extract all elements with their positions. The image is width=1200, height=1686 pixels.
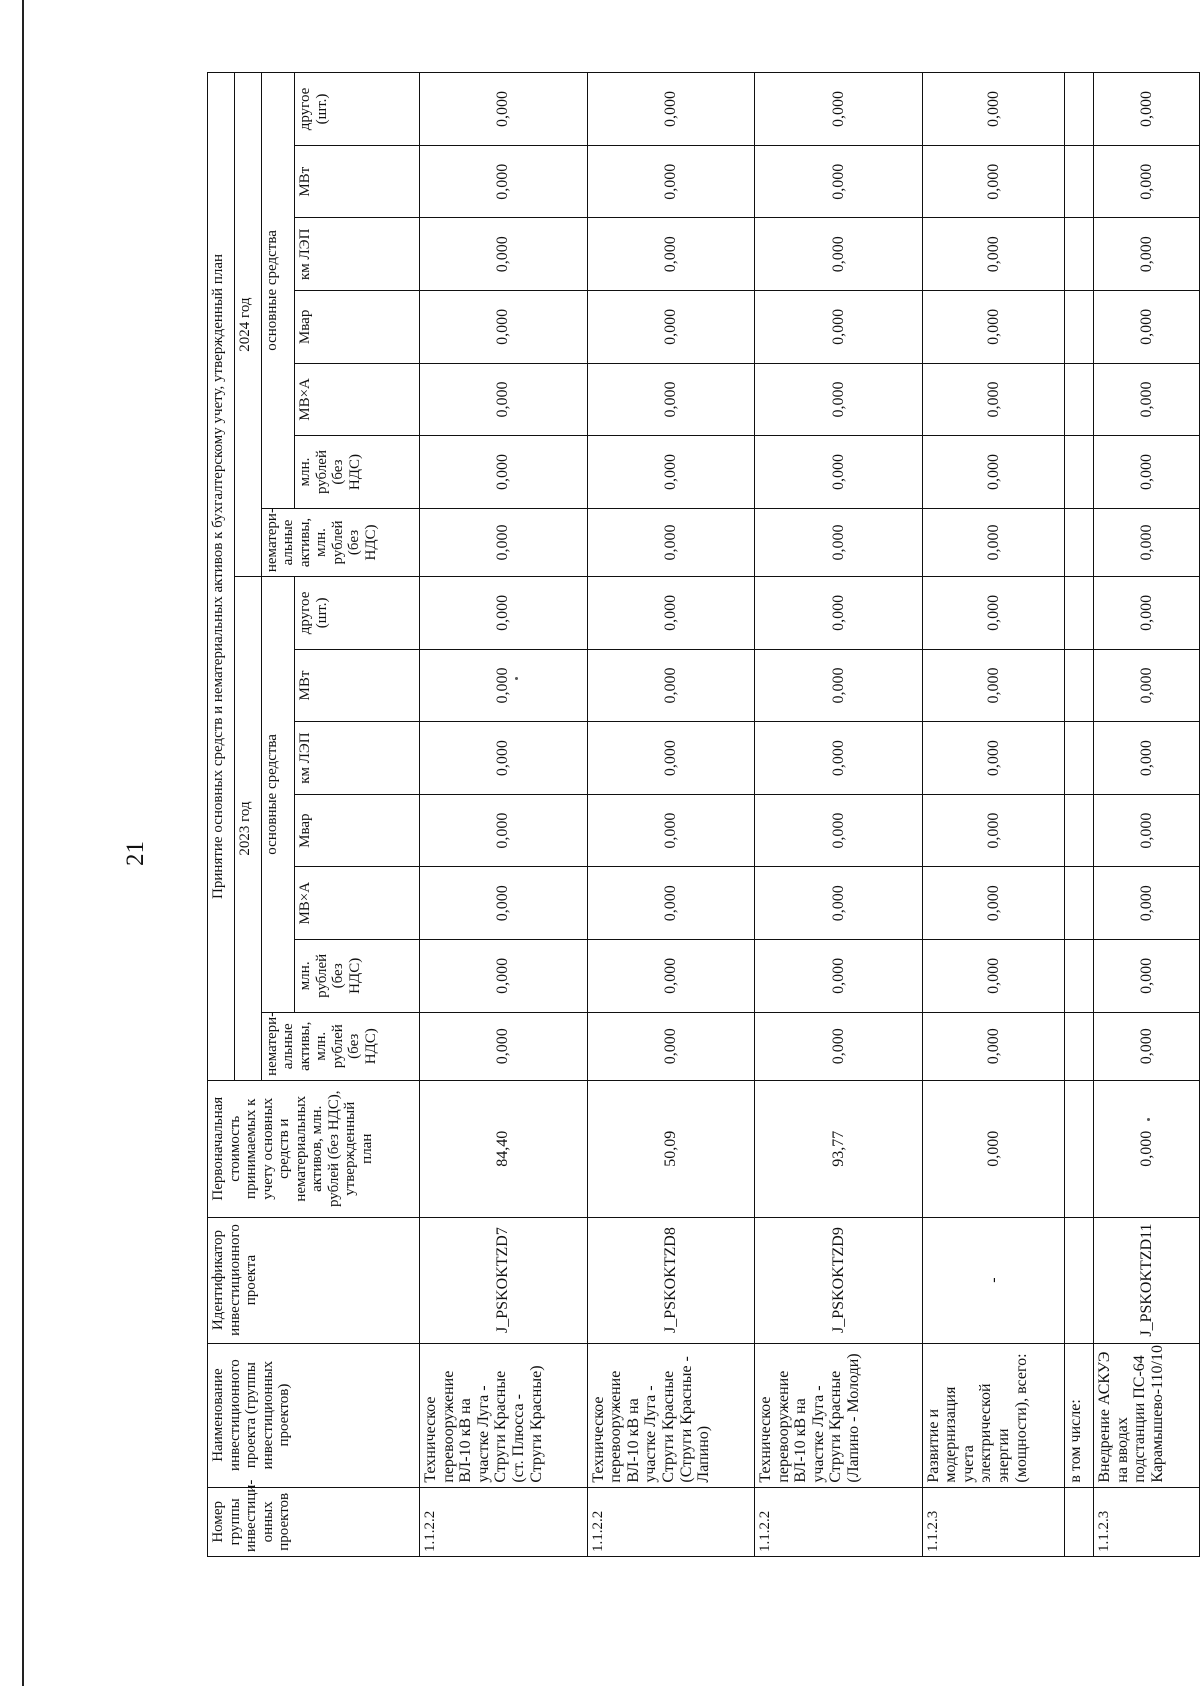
cell-value: 0,000 xyxy=(755,436,923,509)
cell-value: 0,000 xyxy=(587,291,755,364)
header-mvar-2023: Мвар xyxy=(295,794,420,867)
cell-value: 0,000 xyxy=(1094,218,1200,291)
cell-project-id xyxy=(1065,1217,1094,1343)
cell-initial-cost: 0,000 xyxy=(922,1080,1065,1217)
cell-value: 0,000 xyxy=(1094,1012,1200,1080)
cell-value: 0,000 xyxy=(1094,649,1200,722)
cell-value: 0,000 xyxy=(755,867,923,940)
header-km-2023: км ЛЭП xyxy=(295,722,420,795)
header-mva-2024: МВ×А xyxy=(295,363,420,436)
header-mw-2023: МВт xyxy=(295,649,420,722)
cell-value: 0,000 xyxy=(755,794,923,867)
table-row xyxy=(755,73,923,1557)
cell-initial-cost: 84,40 xyxy=(420,1080,588,1217)
header-row-1 xyxy=(208,73,235,1557)
cell-value: 0,000 xyxy=(755,649,923,722)
cell-value xyxy=(1065,577,1094,650)
cell-value: 0,000 xyxy=(420,145,588,218)
cell-value: 0,000 xyxy=(420,291,588,364)
cell-value: 0,000 xyxy=(922,1012,1065,1080)
cell-value: 0,000 xyxy=(420,577,588,650)
header-intangible-2024: нематери-альные активы, млн. рублей (без НДС) xyxy=(261,508,419,576)
cell-value: 0,000 xyxy=(587,867,755,940)
header-acceptance: Принятие основных средств и нематериальных активов к бухгалтерскому учету, утвержденный план xyxy=(208,73,235,1081)
cell-value: 0,000 xyxy=(1094,436,1200,509)
cell-project-id: J_PSKOKTZD11 xyxy=(1094,1217,1200,1343)
cell-value xyxy=(1065,649,1094,722)
cell-project-id: J_PSKOKTZD9 xyxy=(755,1217,923,1343)
cell-group-number: 1.1.2.2 xyxy=(587,1487,755,1556)
cell-value: 0,000 xyxy=(922,218,1065,291)
header-mvar-2024: Мвар xyxy=(295,291,420,364)
cell-value: 0,000 xyxy=(755,291,923,364)
cell-value: 0,000 xyxy=(922,291,1065,364)
cell-value: 0,000 xyxy=(587,73,755,146)
cell-value: 0,000 xyxy=(755,218,923,291)
cell-value: 0,000 xyxy=(587,508,755,576)
cell-value: 0,000 xyxy=(1094,291,1200,364)
cell-value: 0,000 xyxy=(922,940,1065,1013)
cell-value: 0,000 xyxy=(420,722,588,795)
cell-value: 0,000 xyxy=(420,218,588,291)
cell-value: 0,000 xyxy=(587,649,755,722)
header-group-number: Номер группы инвестици-онных проектов xyxy=(208,1487,420,1556)
header-project-name: Наименование инвестиционного проекта (группы инвестиционных проектов) xyxy=(208,1343,420,1487)
header-fixed-assets-2024: основные средства xyxy=(261,73,295,509)
cell-value: 0,000 xyxy=(922,508,1065,576)
cell-value: 0,000 xyxy=(755,145,923,218)
cell-value: 0,000 xyxy=(755,1012,923,1080)
cell-group-number: 1.1.2.2 xyxy=(420,1487,588,1556)
cell-project-id: J_PSKOKTZD7 xyxy=(420,1217,588,1343)
cell-project-name: Техническое перевооружение ВЛ-10 кВ на участке Луга - Струги Красные (Лапино - Молоди) xyxy=(755,1343,923,1487)
table-row xyxy=(1065,73,1094,1557)
cell-value xyxy=(1065,436,1094,509)
cell-group-number: 1.1.2.3 xyxy=(1094,1487,1200,1556)
cell-value xyxy=(1065,794,1094,867)
cell-value: 0,000 xyxy=(420,436,588,509)
cell-value: 0,000 xyxy=(755,722,923,795)
header-mln-rub-2024: млн. рублей (без НДС) xyxy=(295,436,420,509)
header-intangible-2023: нематери-альные активы, млн. рублей (без НДС) xyxy=(261,1012,419,1080)
cell-value xyxy=(1065,363,1094,436)
table-row xyxy=(922,73,1065,1557)
cell-value: 0,000 xyxy=(1094,722,1200,795)
table-row xyxy=(587,73,755,1557)
cell-value xyxy=(1065,940,1094,1013)
cell-value: 0,000 xyxy=(587,218,755,291)
cell-value: 0,000 xyxy=(587,1012,755,1080)
cell-group-number xyxy=(1065,1487,1094,1556)
cell-value: 0,000 xyxy=(587,436,755,509)
cell-group-number: 1.1.2.2 xyxy=(755,1487,923,1556)
table-row xyxy=(420,73,588,1557)
cell-value: 0,000 xyxy=(420,794,588,867)
cell-value xyxy=(1065,218,1094,291)
header-project-id: Идентификатор инвестиционного проекта xyxy=(208,1217,420,1343)
cell-initial-cost: 0,000 xyxy=(1094,1080,1200,1217)
cell-value: 0,000 xyxy=(1094,577,1200,650)
header-other-2023: другое (шт.) xyxy=(295,577,420,650)
cell-value: 0,000 xyxy=(755,577,923,650)
cell-initial-cost: 50,09 xyxy=(587,1080,755,1217)
cell-value: 0,000 xyxy=(1094,363,1200,436)
cell-project-name: Техническое перевооружение ВЛ-10 кВ на участке Луга - Струги Красные (ст. Плюсса - Струги Красные) xyxy=(420,1343,588,1487)
cell-project-id: - xyxy=(922,1217,1065,1343)
cell-value: 0,000 xyxy=(922,577,1065,650)
cell-value xyxy=(1065,867,1094,940)
cell-value: 0,000 xyxy=(755,508,923,576)
cell-value: 0,000 xyxy=(1094,794,1200,867)
cell-value: 0,000 xyxy=(587,940,755,1013)
header-fixed-assets-2023: основные средства xyxy=(261,577,295,1012)
cell-group-number: 1.1.2.3 xyxy=(922,1487,1065,1556)
cell-value: 0,000 xyxy=(755,363,923,436)
header-km-2024: км ЛЭП xyxy=(295,218,420,291)
header-other-2024: другое (шт.) xyxy=(295,73,420,146)
cell-value: 0,000 xyxy=(420,940,588,1013)
cell-value: 0,000 xyxy=(420,73,588,146)
cell-value: 0,000 xyxy=(587,363,755,436)
table-body xyxy=(420,73,1200,1557)
header-year-2023: 2023 год xyxy=(234,577,261,1081)
table-row xyxy=(1094,73,1200,1557)
cell-value: 0,000 xyxy=(1094,508,1200,576)
cell-value: 0,000 xyxy=(922,436,1065,509)
header-mln-rub-2023: млн. рублей (без НДС) xyxy=(295,940,420,1013)
cell-value xyxy=(1065,145,1094,218)
cell-initial-cost: 93,77 xyxy=(755,1080,923,1217)
cell-value: 0,000 xyxy=(922,363,1065,436)
header-initial-cost: Первоначальная стоимость принимаемых к учету основных средств и нематериальных активов, млн. рублей (без НДС), утвержденный план xyxy=(208,1080,420,1217)
cell-value xyxy=(1065,1012,1094,1080)
cell-value: 0,000 xyxy=(420,1012,588,1080)
cell-value: 0,000 xyxy=(922,722,1065,795)
cell-value: 0,000 xyxy=(1094,73,1200,146)
header-mw-2024: МВт xyxy=(295,145,420,218)
rotated-table-frame xyxy=(207,72,1200,1557)
cell-value: 0,000 xyxy=(1094,867,1200,940)
cell-project-name: в том числе: xyxy=(1065,1343,1094,1487)
cell-value: 0,000 xyxy=(922,794,1065,867)
page-number: 21 xyxy=(122,841,149,866)
cell-project-id: J_PSKOKTZD8 xyxy=(587,1217,755,1343)
cell-value: 0,000 xyxy=(587,577,755,650)
cell-project-name: Внедрение АСКУЭ на вводах подстанции ПС-64 Карамышево-110/10 xyxy=(1094,1343,1200,1487)
cell-project-name: Развитие и модернизация учета электрической энергии (мощности), всего: xyxy=(922,1343,1065,1487)
cell-value: 0,000 xyxy=(922,649,1065,722)
cell-value: 0,000 xyxy=(587,145,755,218)
cell-value: 0,000 xyxy=(420,649,588,722)
cell-value: 0,000 xyxy=(420,867,588,940)
header-mva-2023: МВ×А xyxy=(295,867,420,940)
cell-value: 0,000 xyxy=(1094,145,1200,218)
cell-value: 0,000 xyxy=(420,508,588,576)
cell-value: 0,000 xyxy=(420,363,588,436)
cell-value: 0,000 xyxy=(1094,940,1200,1013)
cell-value xyxy=(1065,508,1094,576)
header-year-2024: 2024 год xyxy=(234,73,261,577)
cell-value: 0,000 xyxy=(922,867,1065,940)
cell-value: 0,000 xyxy=(922,73,1065,146)
cell-project-name: Техническое перевооружение ВЛ-10 кВ на участке Луга - Струги Красные (Струги Красные - Лапино) xyxy=(587,1343,755,1487)
cell-value: 0,000 xyxy=(922,145,1065,218)
cell-initial-cost xyxy=(1065,1080,1094,1217)
cell-value xyxy=(1065,722,1094,795)
page-left-border xyxy=(22,0,24,1686)
cell-value: 0,000 xyxy=(755,73,923,146)
cell-value: 0,000 xyxy=(755,940,923,1013)
cell-value: 0,000 xyxy=(587,794,755,867)
cell-value: 0,000 xyxy=(587,722,755,795)
cell-value xyxy=(1065,73,1094,146)
investment-assets-table xyxy=(207,72,1200,1557)
cell-value xyxy=(1065,291,1094,364)
